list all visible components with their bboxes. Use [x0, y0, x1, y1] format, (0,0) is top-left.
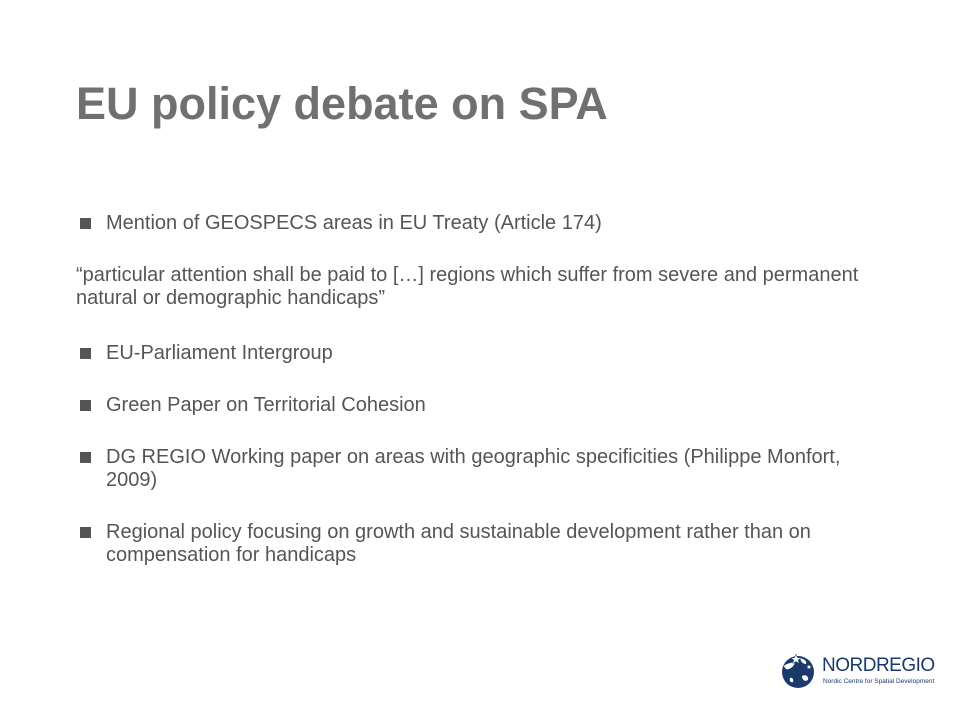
square-bullet-icon: [80, 218, 91, 229]
logo-tagline: Nordic Centre for Spatial Development: [823, 678, 935, 685]
bullet-text: Green Paper on Territorial Cohesion: [106, 394, 426, 416]
bullet-list: [76, 212, 896, 567]
bullet-item-regional-policy: [76, 521, 896, 567]
bullet-text: EU-Parliament Intergroup: [106, 342, 333, 364]
nordregio-globe-icon: [780, 652, 816, 690]
square-bullet-icon: [80, 452, 91, 463]
square-bullet-icon: [80, 527, 91, 538]
logo-name: NORDREGIO: [822, 655, 935, 676]
quote-text: “particular attention shall be paid to […] regions which suffer from severe and permanent natural or demographic handicaps”: [76, 264, 859, 309]
bullet-item-green-paper: [76, 394, 896, 417]
bullet-text: Mention of GEOSPECS areas in EU Treaty (Article 174): [106, 212, 602, 234]
bullet-text: DG REGIO Working paper on areas with geographic specificities (Philippe Monfort, 2009): [106, 446, 841, 491]
nordregio-logo: [780, 652, 935, 694]
bullet-text: Regional policy focusing on growth and sustainable development rather than on compensation for handicaps: [106, 521, 811, 566]
bullet-item-treaty-mention: [76, 212, 896, 235]
square-bullet-icon: [80, 348, 91, 359]
slide-title: EU policy debate on SPA: [76, 78, 608, 129]
bullet-item-intergroup: [76, 342, 896, 365]
quote-item-article-174: [76, 264, 896, 310]
square-bullet-icon: [80, 400, 91, 411]
bullet-item-dg-regio: [76, 446, 896, 492]
